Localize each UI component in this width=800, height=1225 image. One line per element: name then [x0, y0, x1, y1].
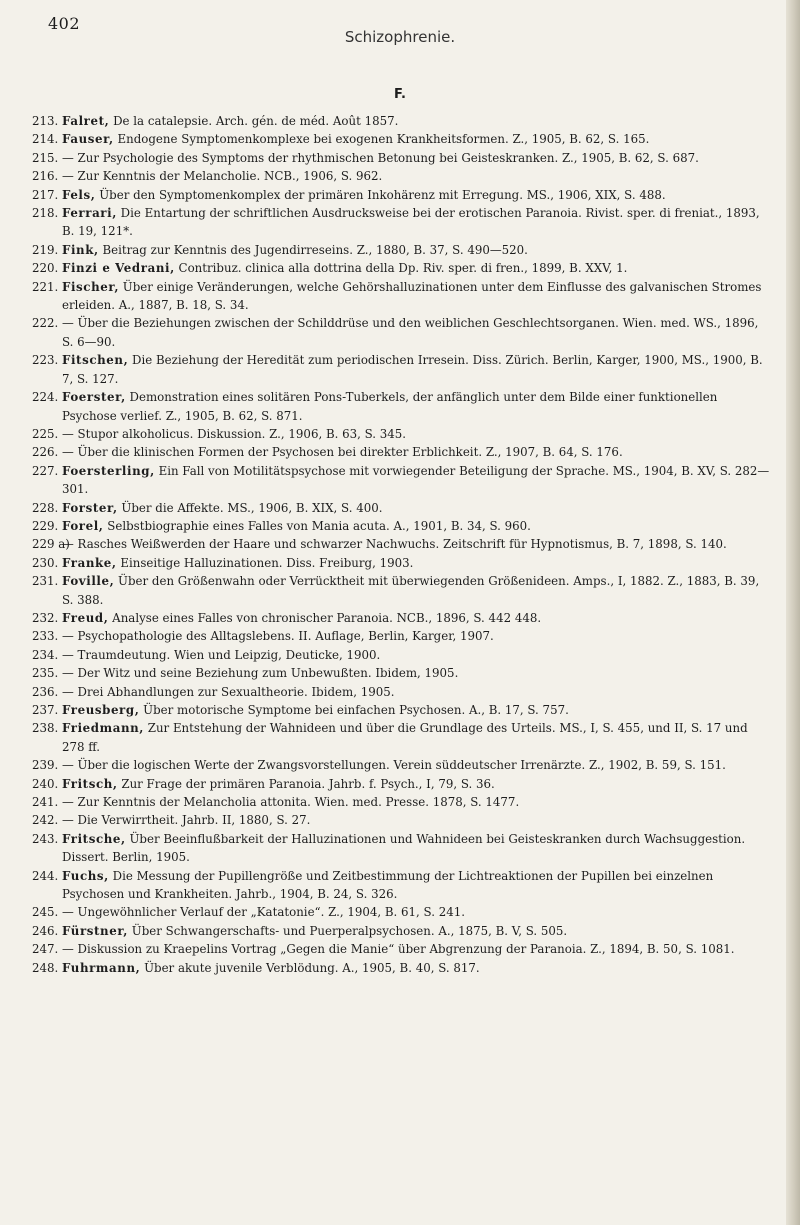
- bibliography-entry: [32, 425, 772, 443]
- entry-author: Franke,: [62, 555, 117, 570]
- bibliography-entry: [32, 959, 772, 977]
- entry-number: 244.: [32, 868, 59, 883]
- page-edge: [786, 0, 800, 1225]
- entry-text: — Rasches Weißwerden der Haare und schwarzer Nachwuchs. Zeitschrift für Hypnotismus, B. 7, 1898, S. 140.: [62, 537, 727, 552]
- entry-author: Ferrari,: [62, 206, 117, 221]
- entry-text: Die Entartung der schriftlichen Ausdrucksweise bei der erotischen Paranoia. Rivist. sper. di freniat., 1893, B. 19, 121*.: [62, 206, 760, 239]
- entry-number: 238.: [32, 721, 59, 736]
- entry-author: Fritsche,: [62, 831, 126, 846]
- bibliography-entry: [32, 130, 772, 148]
- entry-number: 224.: [32, 390, 59, 405]
- page-number: 402: [48, 14, 81, 33]
- entry-author: Fitschen,: [62, 353, 129, 368]
- entry-text: — Ungewöhnlicher Verlauf der „Katatonie“. Z., 1904, B. 61, S. 241.: [62, 905, 465, 920]
- bibliography-entry: [32, 701, 772, 719]
- bibliography-entry: [32, 793, 772, 811]
- entry-text: Über Beeinflußbarkeit der Halluzinationen und Wahnideen bei Geisteskranken durch Wachsuggestion. Dissert. Berlin, 1905.: [62, 831, 746, 865]
- entry-number: 229.: [32, 518, 59, 533]
- bibliography-entry: [32, 627, 772, 645]
- entry-text: — Der Witz und seine Beziehung zum Unbewußten. Ibidem, 1905.: [62, 666, 459, 681]
- entry-number: 221.: [32, 279, 59, 294]
- entry-text: Über den Größenwahn oder Verrücktheit mit überwiegenden Größenideen. Amps., I, 1882. Z., 1883, B. 39, S. 388.: [62, 574, 760, 607]
- entry-text: Über den Symptomenkomplex der primären Inkohärenz mit Erregung. MS., 1906, XIX, S. 488.: [95, 187, 666, 202]
- entry-text: Einseitige Halluzinationen. Diss. Freiburg, 1903.: [116, 555, 414, 570]
- entry-author: Fuhrmann,: [62, 960, 141, 975]
- bibliography-entry: [32, 756, 772, 774]
- bibliography-entry: [32, 112, 772, 130]
- entry-text: Selbstbiographie eines Falles von Mania acuta. A., 1901, B. 34, S. 960.: [103, 518, 531, 533]
- entry-text: Über akute juvenile Verblödung. A., 1905, B. 40, S. 817.: [140, 960, 480, 975]
- bibliography-entry: [32, 241, 772, 259]
- bibliography-entry: [32, 314, 772, 351]
- entry-author: Friedmann,: [62, 721, 145, 736]
- entry-author: Freusberg,: [62, 703, 140, 717]
- entry-text: Contribuz. clinica alla dottrina della Dp. Riv. sper. di fren., 1899, B. XXV, 1.: [174, 261, 628, 276]
- entry-number: 217.: [32, 187, 59, 202]
- entry-number: 216.: [32, 169, 59, 184]
- entry-number: 227.: [32, 463, 59, 478]
- entry-author: Fink,: [62, 242, 99, 257]
- entry-number: 213.: [32, 114, 59, 128]
- entry-text: Zur Entstehung der Wahnideen und über die Grundlage des Urteils. MS., I, S. 455, und II, S. 17 und 278 ff.: [62, 721, 748, 754]
- entry-text: — Traumdeutung. Wien und Leipzig, Deuticke, 1900.: [62, 647, 381, 662]
- entry-author: Fischer,: [62, 279, 120, 294]
- entry-author: Falret,: [62, 114, 110, 128]
- entry-text: — Diskussion zu Kraepelins Vortrag „Gegen die Manie“ über Abgrenzung der Paranoia. Z., 1894, B. 50, S. 1081.: [62, 942, 735, 957]
- entry-number: 245.: [32, 905, 59, 920]
- bibliography-entry: [32, 646, 772, 664]
- entry-text: Die Beziehung der Heredität zum periodischen Irresein. Diss. Zürich. Berlin, Karger, 1900, MS., 1900, B. 7, S. 127.: [62, 353, 763, 386]
- entry-number: 214.: [32, 132, 59, 147]
- entry-number: 222.: [32, 316, 59, 331]
- entry-text: De la catalepsie. Arch. gén. de méd. Août 1857.: [109, 114, 399, 128]
- bibliography-entry: [32, 499, 772, 517]
- entry-number: 219.: [32, 242, 59, 257]
- bibliography-entry: [32, 554, 772, 572]
- entry-number: 231.: [32, 574, 59, 589]
- entry-text: — Über die logischen Werte der Zwangsvorstellungen. Verein süddeutscher Irrenärzte. Z., 1902, B. 59, S. 151.: [62, 758, 726, 773]
- entry-number: 241.: [32, 795, 59, 810]
- entry-text: Über motorische Symptome bei einfachen Psychosen. A., B. 17, S. 757.: [139, 703, 569, 717]
- entry-number: 234.: [32, 647, 59, 662]
- running-title: Schizophrenie.: [344, 28, 456, 46]
- entry-number: 235.: [32, 666, 59, 681]
- entry-author: Foersterling,: [62, 463, 155, 478]
- entry-number: 242.: [32, 813, 59, 828]
- entry-text: Analyse eines Falles von chronischer Paranoia. NCB., 1896, S. 442 448.: [108, 610, 542, 625]
- bibliography-entry: [32, 609, 772, 627]
- bibliography-entry: [32, 443, 772, 461]
- entry-text: Über die Affekte. MS., 1906, B. XIX, S. 400.: [117, 500, 383, 515]
- entry-author: Fels,: [62, 187, 96, 202]
- bibliography-entry: [32, 572, 772, 609]
- entry-text: — Die Verwirrtheit. Jahrb. II, 1880, S. 27.: [62, 813, 311, 828]
- entry-author: Foerster,: [62, 390, 126, 405]
- entry-number: 239.: [32, 758, 59, 773]
- bibliography-entry: [32, 535, 772, 553]
- entry-number: 240.: [32, 776, 59, 791]
- section-heading: F.: [394, 87, 406, 102]
- entry-number: 233.: [32, 629, 59, 644]
- entry-number: 215.: [32, 150, 59, 165]
- entry-text: Zur Frage der primären Paranoia. Jahrb. f. Psych., I, 79, S. 36.: [117, 776, 495, 791]
- entry-number: 248.: [32, 960, 59, 975]
- entry-number: 220.: [32, 261, 59, 276]
- entry-number: 230.: [32, 555, 59, 570]
- entry-number: 225.: [32, 426, 59, 441]
- bibliography-entry: [32, 719, 772, 756]
- entry-text: Über Schwangerschafts- und Puerperalpsychosen. A., 1875, B. V, S. 505.: [128, 923, 568, 938]
- bibliography-entry: [32, 922, 772, 940]
- entry-text: — Psychopathologie des Alltagslebens. II. Auflage, Berlin, Karger, 1907.: [62, 629, 494, 644]
- bibliography-entry: [32, 683, 772, 701]
- entry-text: — Drei Abhandlungen zur Sexualtheorie. Ibidem, 1905.: [62, 684, 395, 699]
- entry-author: Forel,: [62, 518, 104, 533]
- bibliography-entry: [32, 940, 772, 958]
- entry-text: — Stupor alkoholicus. Diskussion. Z., 1906, B. 63, S. 345.: [62, 426, 407, 441]
- entry-text: Die Messung der Pupillengröße und Zeitbestimmung der Lichtreaktionen der Pupillen bei einzelnen Psychosen und Krankheiten. Jahrb., 1904, B. 24, S. 326.: [62, 868, 714, 902]
- entry-number: 229 a): [32, 537, 70, 552]
- entry-author: Fauser,: [62, 132, 114, 147]
- bibliography-entry: [32, 204, 772, 241]
- bibliography-entry: [32, 775, 772, 793]
- bibliography-entry: [32, 278, 772, 315]
- entry-author: Freud,: [62, 610, 109, 625]
- entry-author: Forster,: [62, 500, 118, 515]
- entry-text: — Zur Kenntnis der Melancholie. NCB., 1906, S. 962.: [62, 169, 383, 184]
- entry-number: 228.: [32, 500, 59, 515]
- entry-author: Fuchs,: [62, 868, 109, 883]
- entry-number: 218.: [32, 206, 59, 221]
- bibliography-entry: [32, 830, 772, 867]
- entry-number: 246.: [32, 923, 59, 938]
- entry-text: — Über die Beziehungen zwischen der Schilddrüse und den weiblichen Geschlechtsorganen. Wien. med. WS., 1896, S. 6—90.: [62, 316, 759, 349]
- entry-text: Endogene Symptomenkomplexe bei exogenen Krankheitsformen. Z., 1905, B. 62, S. 165.: [113, 132, 650, 147]
- entry-number: 232.: [32, 610, 59, 625]
- bibliography-entry: [32, 167, 772, 185]
- bibliography-list: [32, 112, 772, 977]
- entry-author: Fritsch,: [62, 776, 118, 791]
- bibliography-entry: [32, 903, 772, 921]
- bibliography-entry: [32, 811, 772, 829]
- bibliography-entry: [32, 388, 772, 425]
- entry-number: 236.: [32, 684, 59, 699]
- bibliography-entry: [32, 259, 772, 277]
- bibliography-entry: [32, 664, 772, 682]
- entry-text: Über einige Veränderungen, welche Gehörshalluzinationen unter dem Einflusse des galvanischen Stromes erleiden. A., 1887, B. 18, S. 34.: [62, 279, 762, 313]
- entry-number: 243.: [32, 831, 59, 846]
- entry-text: — Zur Psychologie des Symptoms der rhythmischen Betonung bei Geisteskranken. Z., 1905, B. 62, S. 687.: [62, 150, 699, 165]
- entry-author: Foville,: [62, 574, 115, 589]
- entry-text: Demonstration eines solitären Pons-Tuberkels, der anfänglich unter dem Bilde einer funktionellen Psychose verlief. Z., 1905, B. 62, S. 871.: [62, 390, 718, 423]
- bibliography-entry: [32, 517, 772, 535]
- bibliography-entry: [32, 462, 772, 499]
- entry-number: 223.: [32, 353, 59, 368]
- bibliography-entry: [32, 351, 772, 388]
- entry-author: Fürstner,: [62, 923, 128, 938]
- bibliography-entry: [32, 186, 772, 204]
- entry-text: Beitrag zur Kenntnis des Jugendirreseins. Z., 1880, B. 37, S. 490—520.: [98, 242, 528, 257]
- entry-author: Finzi e Vedrani,: [62, 261, 175, 276]
- bibliography-entry: [32, 867, 772, 904]
- entry-number: 237.: [32, 703, 59, 717]
- entry-text: — Über die klinischen Formen der Psychosen bei direkter Erblichkeit. Z., 1907, B. 64, S. 176.: [62, 445, 623, 460]
- entry-text: — Zur Kenntnis der Melancholia attonita. Wien. med. Presse. 1878, S. 1477.: [62, 795, 520, 810]
- bibliography-entry: [32, 149, 772, 167]
- entry-number: 247.: [32, 942, 59, 957]
- entry-text: Ein Fall von Motilitätspsychose mit vorwiegender Beteiligung der Sprache. MS., 1904, B. XV, S. 282—301.: [62, 463, 770, 497]
- entry-number: 226.: [32, 445, 59, 460]
